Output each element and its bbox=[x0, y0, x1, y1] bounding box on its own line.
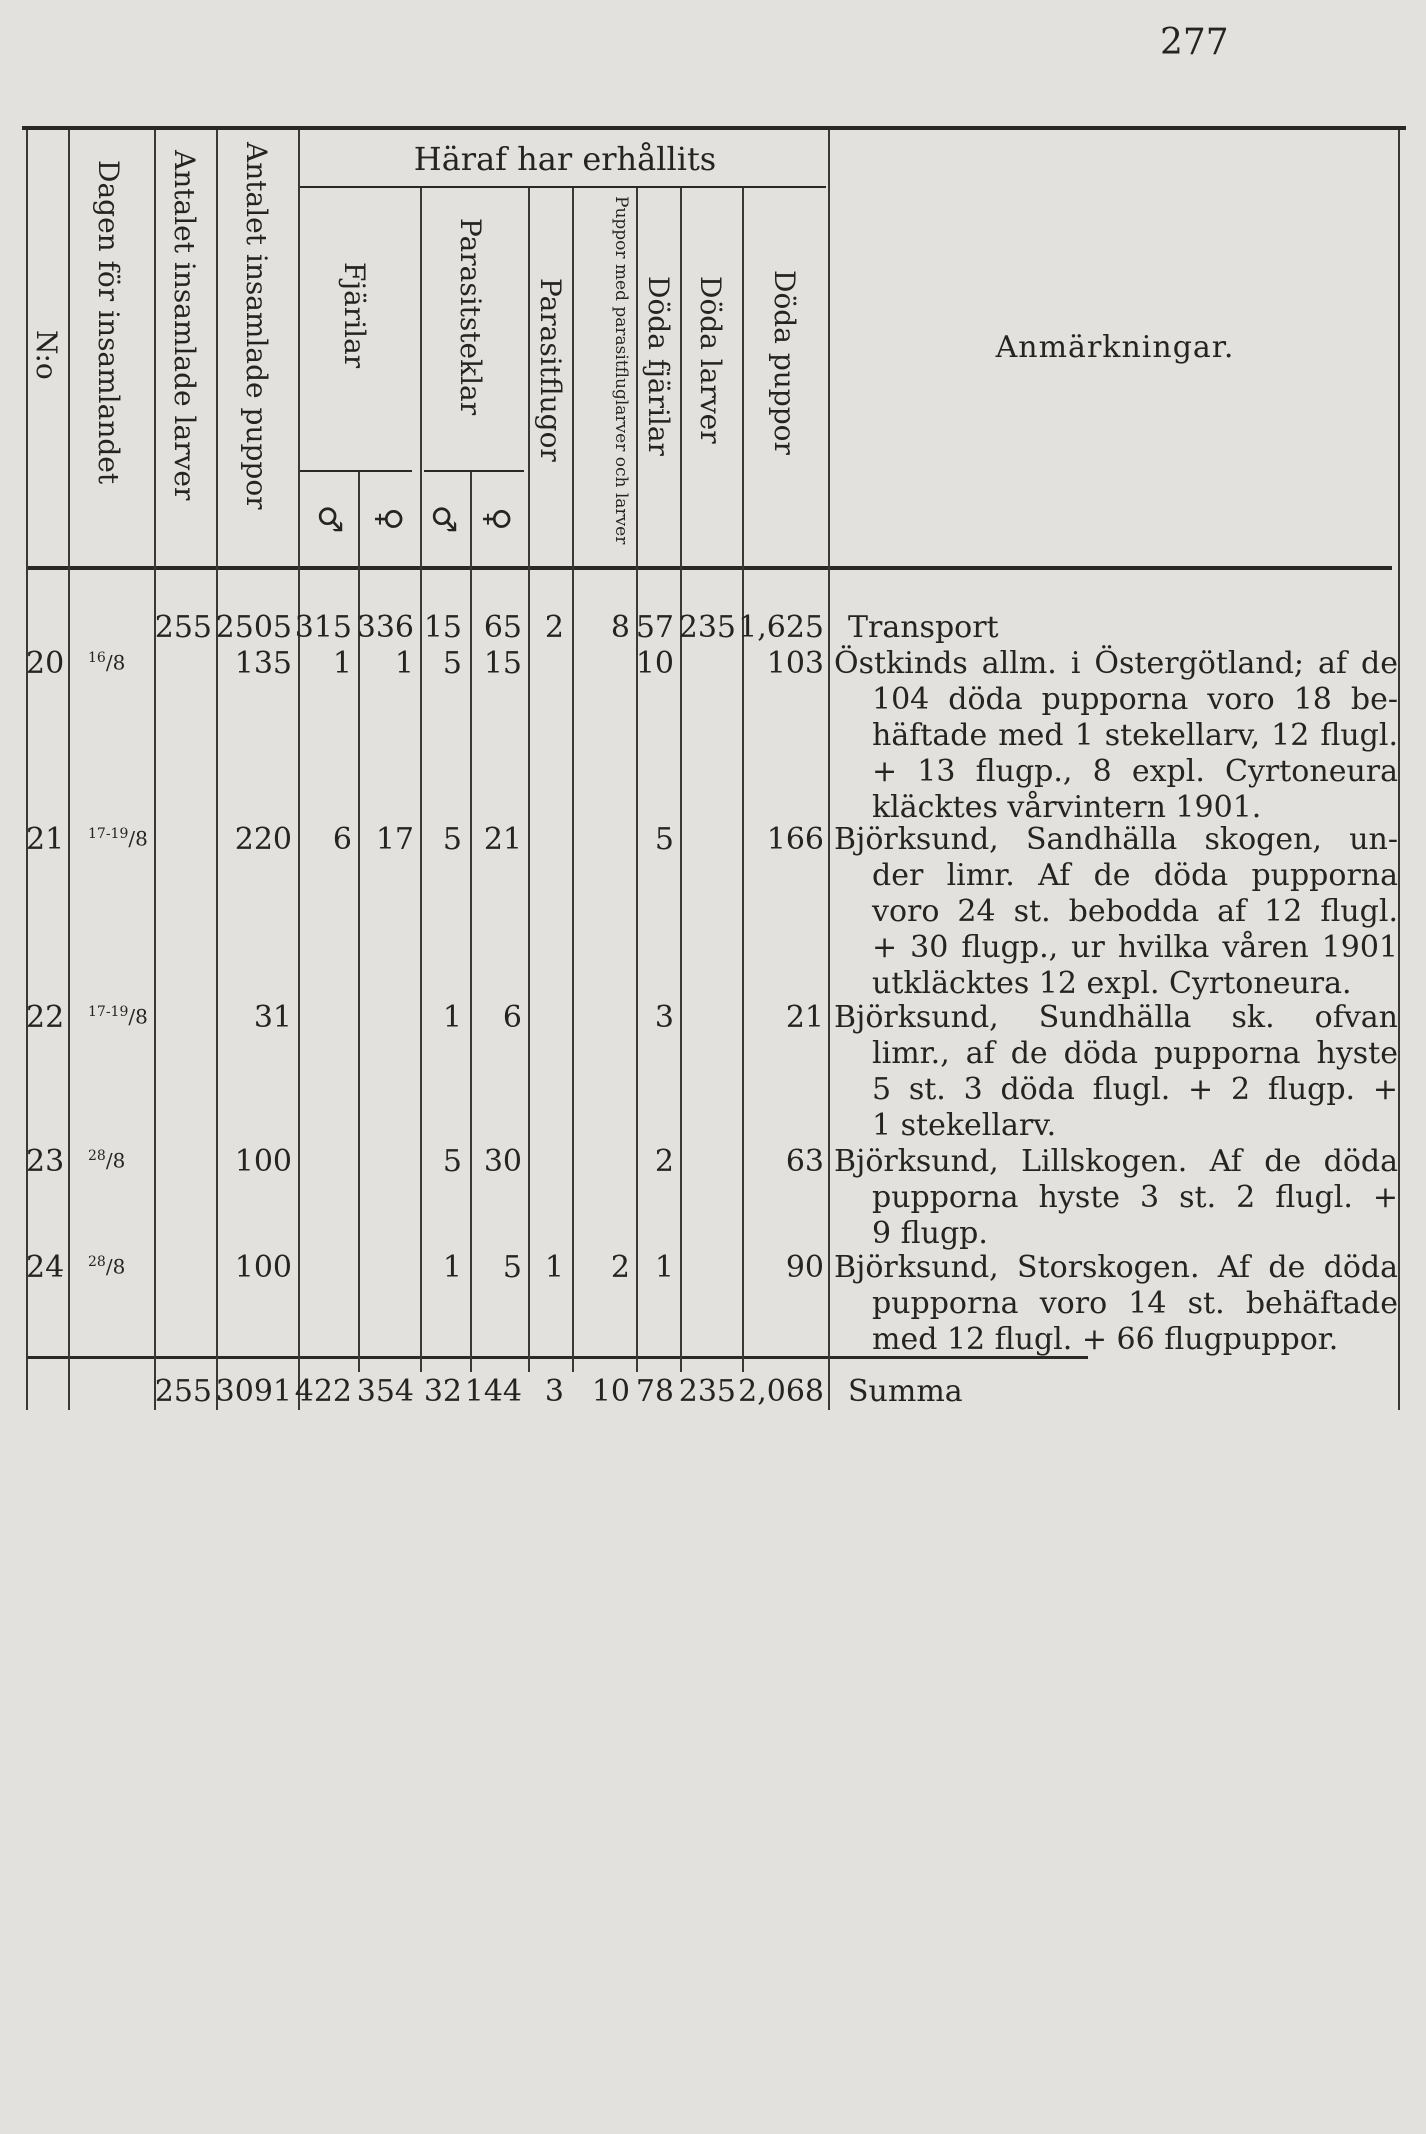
summa-butterflies-female: 354 bbox=[356, 1374, 414, 1409]
remark-line: 104 döda pupporna voro 18 be- bbox=[872, 682, 1398, 717]
row-23-pupae: 100 bbox=[234, 1144, 292, 1179]
remark-line: der limr. Af de döda pupporna bbox=[872, 858, 1398, 893]
remark-line: Björksund, Sandhälla skogen, un- bbox=[834, 822, 1398, 857]
butterflies-sub-rule bbox=[300, 470, 412, 472]
row-20-wasps-female: 15 bbox=[483, 646, 522, 681]
date-month: /8 bbox=[128, 826, 148, 851]
summa-butterflies-male: 422 bbox=[294, 1374, 352, 1409]
summa-flies: 3 bbox=[544, 1374, 564, 1409]
row-24-flies: 1 bbox=[544, 1250, 564, 1285]
row-21-butterflies-female: 17 bbox=[375, 822, 414, 857]
collection-date bbox=[88, 1254, 158, 1279]
row-24-pupae-with: 2 bbox=[610, 1250, 630, 1285]
summa-dead-pupae: 2,068 bbox=[738, 1374, 824, 1409]
row-21-dead-pupae: 166 bbox=[766, 822, 824, 857]
remark-23 bbox=[834, 1144, 1398, 1252]
transport-butterflies-female: 336 bbox=[356, 610, 414, 645]
row-20-dead-pupae: 103 bbox=[766, 646, 824, 681]
transport-flies: 2 bbox=[544, 610, 564, 645]
header-larvae: Antalet insamlade larver bbox=[168, 150, 201, 501]
remark-line: utkläcktes 12 expl. Cyrtoneura. bbox=[872, 966, 1352, 1001]
row-22-pupae: 31 bbox=[253, 1000, 292, 1035]
header-date: Dagen för insamlandet bbox=[92, 160, 125, 485]
row-24-wasps-female: 5 bbox=[502, 1250, 522, 1285]
transport-wasps-male: 15 bbox=[423, 610, 462, 645]
transport-label: Transport bbox=[848, 610, 999, 645]
header-pupae: Antalet insamlade puppor bbox=[240, 142, 273, 510]
remark-line: + 13 flugp., 8 expl. Cyrtoneura bbox=[872, 754, 1398, 789]
col-rule-butterflies bbox=[420, 188, 422, 1372]
summa-dead-larvae: 235 bbox=[678, 1374, 736, 1409]
header-remarks: Anmärkningar. bbox=[995, 330, 1235, 365]
female-symbol-wasps: ♀ bbox=[479, 507, 517, 531]
col-rule-male2 bbox=[470, 472, 472, 1372]
header-wasps: Parasitsteklar bbox=[454, 218, 487, 416]
header-rule bbox=[28, 566, 1392, 570]
row-22-wasps-male: 1 bbox=[442, 1000, 462, 1035]
row-20-butterflies-female: 1 bbox=[394, 646, 414, 681]
row-23-dead-butterflies: 2 bbox=[654, 1144, 674, 1179]
header-no: N:o bbox=[30, 330, 63, 380]
header-group: Häraf har erhållits bbox=[413, 140, 717, 178]
date-month: /8 bbox=[128, 1004, 148, 1029]
female-symbol-butterflies: ♀ bbox=[371, 507, 409, 531]
summa-pupae-with: 10 bbox=[591, 1374, 630, 1409]
transport-dead-butterflies: 57 bbox=[635, 610, 674, 645]
col-rule-pupae-with bbox=[636, 188, 638, 1372]
col-rule-male1 bbox=[358, 472, 360, 1372]
remark-line: limr., af de döda pupporna hyste bbox=[872, 1036, 1398, 1071]
transport-pupae-with: 8 bbox=[610, 610, 630, 645]
col-rule-date bbox=[154, 130, 156, 1410]
summa-larvae: 255 bbox=[154, 1374, 212, 1409]
summa-wasps-male: 32 bbox=[423, 1374, 462, 1409]
date-month: /8 bbox=[105, 1148, 126, 1173]
remark-21 bbox=[834, 822, 1398, 1002]
col-rule-wasps bbox=[528, 188, 530, 1372]
row-23-wasps-male: 5 bbox=[442, 1144, 462, 1179]
date-day: 17-19 bbox=[88, 826, 129, 842]
row-24-dead-butterflies: 1 bbox=[654, 1250, 674, 1285]
header-dead-larvae: Döda larver bbox=[694, 276, 727, 444]
col-rule-flies bbox=[572, 188, 574, 1372]
summa-wasps-female: 144 bbox=[464, 1374, 522, 1409]
row-number: 22 bbox=[26, 1000, 65, 1035]
summa-label: Summa bbox=[848, 1374, 963, 1409]
remark-line: häftade med 1 stekellarv, 12 flugl. bbox=[872, 718, 1398, 753]
date-day: 16 bbox=[88, 650, 106, 666]
wasps-sub-rule bbox=[424, 470, 524, 472]
date-month: /8 bbox=[105, 650, 126, 675]
remark-line: 5 st. 3 döda flugl. + 2 flugp. + bbox=[872, 1072, 1398, 1107]
transport-dead-larvae: 235 bbox=[678, 610, 736, 645]
header-dead-pupae: Döda puppor bbox=[768, 270, 801, 455]
date-month: /8 bbox=[105, 1254, 126, 1279]
col-rule-dead-larvae bbox=[742, 188, 744, 1372]
header-butterflies: Fjärilar bbox=[338, 262, 371, 369]
remark-line: Björksund, Sundhälla sk. ofvan bbox=[834, 1000, 1398, 1035]
collection-date bbox=[88, 1004, 158, 1029]
row-21-pupae: 220 bbox=[234, 822, 292, 857]
row-20-dead-butterflies: 10 bbox=[635, 646, 674, 681]
remark-line: pupporna voro 14 st. behäftade bbox=[872, 1286, 1398, 1321]
row-22-wasps-female: 6 bbox=[502, 1000, 522, 1035]
transport-pupae: 2505 bbox=[215, 610, 292, 645]
row-24-dead-pupae: 90 bbox=[785, 1250, 824, 1285]
remark-line: + 30 flugp., ur hvilka våren 1901 bbox=[872, 930, 1398, 965]
transport-butterflies-male: 315 bbox=[294, 610, 352, 645]
col-rule-pupae bbox=[298, 130, 300, 1410]
remark-line: med 12 flugl. + 66 flugpuppor. bbox=[872, 1322, 1339, 1357]
col-rule-left bbox=[26, 130, 28, 1410]
collection-date bbox=[88, 1148, 158, 1173]
remark-line: Östkinds allm. i Östergötland; af de bbox=[834, 646, 1398, 681]
row-21-wasps-female: 21 bbox=[483, 822, 522, 857]
row-24-pupae: 100 bbox=[234, 1250, 292, 1285]
remark-line: Björksund, Storskogen. Af de döda bbox=[834, 1250, 1398, 1285]
col-rule-right bbox=[1398, 130, 1400, 1410]
row-22-dead-butterflies: 3 bbox=[654, 1000, 674, 1035]
header-dead-butterflies: Döda fjärilar bbox=[642, 276, 675, 456]
transport-wasps-female: 65 bbox=[483, 610, 522, 645]
remark-20 bbox=[834, 646, 1398, 826]
header-pupae-with bbox=[582, 196, 630, 558]
row-number: 24 bbox=[26, 1250, 65, 1285]
col-rule-no bbox=[68, 130, 70, 1410]
row-23-dead-pupae: 63 bbox=[785, 1144, 824, 1179]
date-day: 28 bbox=[88, 1254, 106, 1270]
date-day: 17-19 bbox=[88, 1004, 129, 1020]
remark-line: 9 flugp. bbox=[872, 1216, 988, 1251]
row-number: 20 bbox=[26, 646, 65, 681]
remark-line: pupporna hyste 3 st. 2 flugl. + bbox=[872, 1180, 1398, 1215]
row-20-butterflies-male: 1 bbox=[332, 646, 352, 681]
row-21-wasps-male: 5 bbox=[442, 822, 462, 857]
col-rule-dead-butterflies bbox=[680, 188, 682, 1372]
remark-22 bbox=[834, 1000, 1398, 1144]
transport-dead-pupae: 1,625 bbox=[738, 610, 824, 645]
remark-24 bbox=[834, 1250, 1398, 1358]
page-number: 277 bbox=[1160, 22, 1229, 63]
top-rule bbox=[22, 126, 1406, 130]
row-23-wasps-female: 30 bbox=[483, 1144, 522, 1179]
collection-date bbox=[88, 826, 158, 851]
group-rule bbox=[300, 186, 826, 188]
header-flies: Parasitflugor bbox=[534, 278, 567, 462]
transport-larvae: 255 bbox=[154, 610, 212, 645]
row-20-wasps-male: 5 bbox=[442, 646, 462, 681]
remark-line: voro 24 st. bebodda af 12 flugl. bbox=[872, 894, 1398, 929]
col-rule-larvae bbox=[216, 130, 218, 1410]
row-21-dead-butterflies: 5 bbox=[654, 822, 674, 857]
collection-date bbox=[88, 650, 158, 675]
summa-pupae: 3091 bbox=[215, 1374, 292, 1409]
male-symbol-wasps: ♂ bbox=[425, 504, 463, 534]
header-pupae-with-text: Puppor med parasitfluglarver och larver bbox=[611, 196, 631, 545]
row-22-dead-pupae: 21 bbox=[785, 1000, 824, 1035]
summa-dead-butterflies: 78 bbox=[635, 1374, 674, 1409]
row-20-pupae: 135 bbox=[234, 646, 292, 681]
remark-line: kläcktes vårvintern 1901. bbox=[872, 790, 1262, 825]
date-day: 28 bbox=[88, 1148, 106, 1164]
remark-line: 1 stekellarv. bbox=[872, 1108, 1057, 1143]
row-number: 23 bbox=[26, 1144, 65, 1179]
row-number: 21 bbox=[26, 822, 65, 857]
row-21-butterflies-male: 6 bbox=[332, 822, 352, 857]
remark-line: Björksund, Lillskogen. Af de döda bbox=[834, 1144, 1398, 1179]
col-rule-dead-pupae bbox=[828, 130, 830, 1410]
row-24-wasps-male: 1 bbox=[442, 1250, 462, 1285]
male-symbol-butterflies: ♂ bbox=[311, 504, 349, 534]
